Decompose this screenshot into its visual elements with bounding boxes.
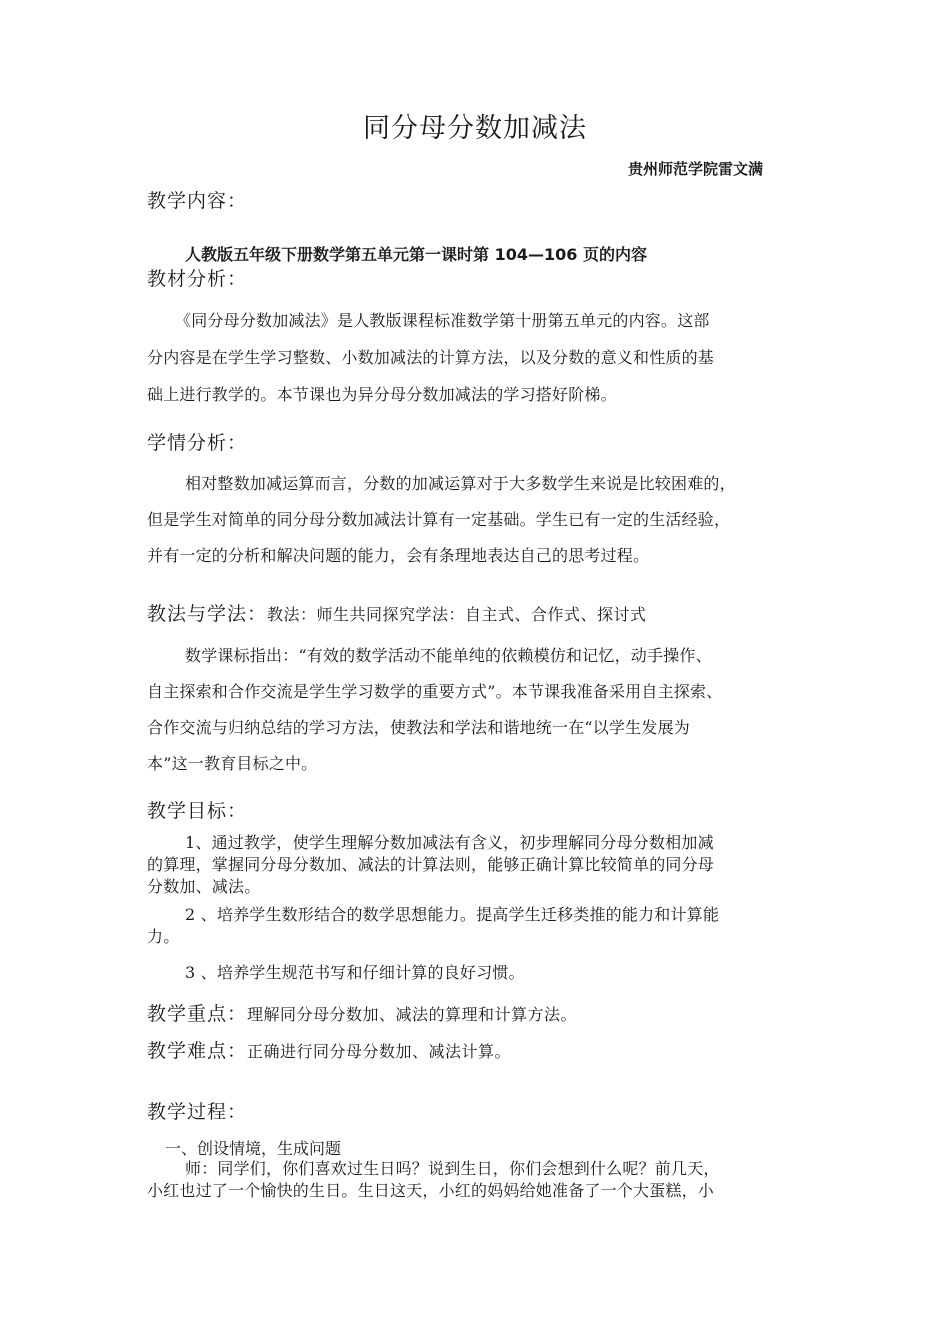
material-line: 《同分母分数加减法》是人教版课程标准数学第十册第五单元的内容。这部: [175, 311, 710, 330]
methods-line: 合作交流与归纳总结的学习方法，使教法和学法和谐地统一在“以学生发展为: [147, 718, 690, 737]
goal-line: 3 、培养学生规范书写和仔细计算的良好习惯。: [185, 963, 525, 982]
goal-item-2: [147, 904, 819, 948]
section-heading-difficulties: [147, 1036, 511, 1063]
section-heading-content: 教学内容：: [147, 190, 248, 212]
material-paragraph: [147, 302, 819, 413]
key-points-text: 理解同分母分数加、减法的算理和计算方法。: [247, 1005, 578, 1024]
difficulties-label: 教学难点：: [147, 1040, 248, 1062]
process-step-title: 一、创设情境，生成问题: [165, 1139, 342, 1158]
material-line: 分内容是在学生学习整数、小数加减法的计算方法，以及分数的意义和性质的基: [147, 348, 715, 367]
section-heading-material: 教材分析：: [147, 268, 248, 290]
process-line: 小红也过了一个愉快的生日。生日这天，小红的妈妈给她准备了一个大蛋糕，小: [147, 1181, 715, 1200]
document-author: 贵州师范学院雷文满: [628, 160, 764, 178]
methods-line: 数学课标指出：“有效的数学活动不能单纯的依赖模仿和记忆，动手操作、: [185, 646, 712, 665]
section-heading-learners: 学情分析：: [147, 432, 248, 454]
document-title: 同分母分数加减法: [363, 113, 587, 144]
methods-heading-label: 教法与学法：: [147, 603, 268, 625]
key-points-label: 教学重点：: [147, 1003, 248, 1025]
methods-line: 自主探索和合作交流是学生学习数学的重要方式”。本节课我准备采用自主探索、: [147, 682, 723, 701]
learners-line: 相对整数加减运算而言，分数的加减运算对于大多数学生来说是比较困难的，: [185, 474, 736, 493]
section-heading-methods: [147, 599, 647, 626]
section-heading-key-points: [147, 999, 577, 1026]
methods-paragraph: [147, 638, 819, 782]
process-paragraph: [147, 1158, 819, 1202]
goal-line: 力。: [147, 927, 180, 946]
learners-paragraph: [147, 466, 819, 574]
goal-line: 的算理，掌握同分母分数加、减法的计算法则，能够正确计算比较简单的同分母: [147, 855, 715, 874]
learners-line: 并有一定的分析和解决问题的能力，会有条理地表达自己的思考过程。: [147, 546, 650, 565]
process-line: 师：同学们，你们喜欢过生日吗？说到生日，你们会想到什么呢？前几天，: [185, 1159, 720, 1178]
goal-line: 分数加、减法。: [147, 877, 261, 896]
goal-line: 1、通过教学，使学生理解分数加减法有含义，初步理解同分母分数相加减: [185, 833, 714, 852]
section-heading-process: 教学过程：: [147, 1101, 248, 1123]
section-heading-goals: 教学目标：: [147, 800, 248, 822]
content-text: 人教版五年级下册数学第五单元第一课时第 104—106 页的内容: [185, 245, 647, 264]
learners-line: 但是学生对简单的同分母分数加减法计算有一定基础。学生已有一定的生活经验，: [147, 510, 731, 529]
goal-line: 2 、培养学生数形结合的数学思想能力。提高学生迁移类推的能力和计算能: [185, 905, 720, 924]
material-line: 础上进行教学的。本节课也为异分母分数加减法的学习搭好阶梯。: [147, 385, 617, 404]
difficulties-text: 正确进行同分母分数加、减法计算。: [247, 1042, 512, 1061]
methods-inline-text: 教法：师生共同探究学法：自主式、合作式、探讨式: [267, 605, 647, 624]
methods-line: 本”这一教育目标之中。: [147, 754, 318, 773]
goal-item-3: [147, 962, 819, 984]
goal-item-1: [147, 832, 819, 898]
